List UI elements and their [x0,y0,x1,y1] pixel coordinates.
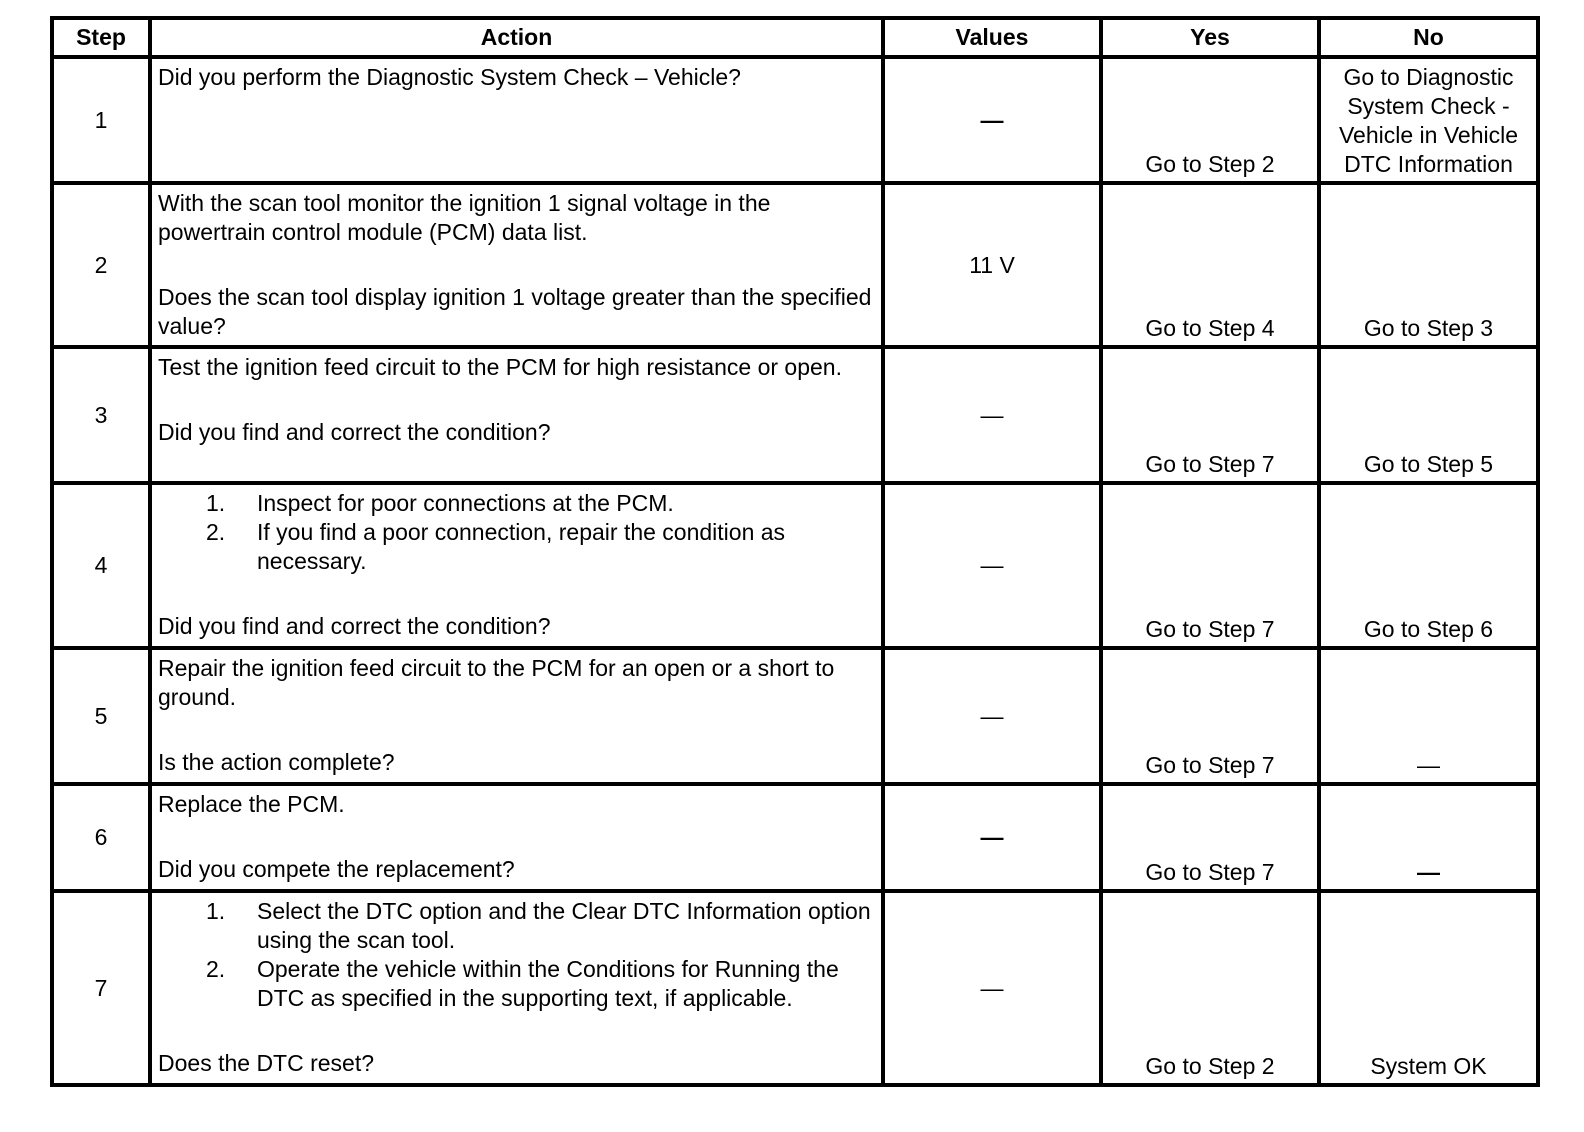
yes-cell: Go to Step 7 [1101,784,1319,891]
table-row [52,183,1538,347]
action-intro: Test the ignition feed circuit to the PCM for high resistance or open. [158,354,842,380]
value-cell: — [883,891,1101,1085]
action-intro: Repair the ignition feed circuit to the PCM for an open or a short to ground. [158,655,835,710]
action-question: Does the scan tool display ignition 1 voltage greater than the specified value? [158,284,872,339]
substep-number: 1. [206,490,226,516]
yes-cell: Go to Step 7 [1101,648,1319,784]
substep-text: Operate the vehicle within the Conditions for Running the DTC as specified in the supporting text, if applicable. [257,956,839,1011]
substep-number: 2. [206,519,226,545]
action-substeps [158,489,875,576]
substep-text: Inspect for poor connections at the PCM. [257,490,674,516]
action-cell [150,183,883,347]
value-cell: — [883,648,1101,784]
action-question: Does the DTC reset? [158,1050,375,1076]
no-cell: — [1319,648,1538,784]
table-row [52,784,1538,891]
action-question: Did you compete the replacement? [158,856,515,882]
table-header [52,18,1538,57]
action-cell [150,347,883,483]
table-row [52,483,1538,648]
yes-cell: Go to Step 7 [1101,483,1319,648]
yes-cell: Go to Step 2 [1101,57,1319,183]
action-cell [150,483,883,648]
no-cell [1319,57,1538,183]
table-row [52,57,1538,183]
diagnostic-table [50,16,1540,1087]
substep-item [158,518,875,576]
header-step: Step [52,18,150,57]
action-question: Did you find and correct the condition? [158,419,551,445]
action-intro: Replace the PCM. [158,791,345,817]
step-number: 2 [52,183,150,347]
action-substeps [158,897,875,1013]
value-cell: — [883,347,1101,483]
no-link-text: Go to Diagnostic System Check - Vehicle in Vehicle DTC Information [1338,64,1518,177]
action-intro: With the scan tool monitor the ignition 1 signal voltage in the powertrain control module (PCM) data list. [158,190,771,245]
substep-text: If you find a poor connection, repair the condition as necessary. [257,519,786,574]
substep-item [158,489,875,518]
value-cell: 11 V [883,183,1101,347]
action-question: Is the action complete? [158,749,395,775]
substep-number: 1. [206,898,226,924]
no-cell: Go to Step 3 [1319,183,1538,347]
yes-cell: Go to Step 4 [1101,183,1319,347]
step-number: 3 [52,347,150,483]
value-cell: — [883,784,1101,891]
substep-item [158,897,875,955]
substep-number: 2. [206,956,226,982]
substep-text: Select the DTC option and the Clear DTC Information option using the scan tool. [257,898,871,953]
no-cell: Go to Step 6 [1319,483,1538,648]
yes-cell: Go to Step 7 [1101,347,1319,483]
action-cell [150,784,883,891]
no-cell: Go to Step 5 [1319,347,1538,483]
no-cell: System OK [1319,891,1538,1085]
table-row [52,347,1538,483]
action-cell [150,57,883,183]
table-body [52,57,1538,1085]
header-row [52,18,1538,57]
table-row [52,891,1538,1085]
no-cell: — [1319,784,1538,891]
header-values: Values [883,18,1101,57]
value-cell: — [883,483,1101,648]
header-yes: Yes [1101,18,1319,57]
table-row [52,648,1538,784]
yes-cell: Go to Step 2 [1101,891,1319,1085]
step-number: 7 [52,891,150,1085]
action-question: Did you find and correct the condition? [158,613,551,639]
header-action: Action [150,18,883,57]
step-number: 4 [52,483,150,648]
header-no: No [1319,18,1538,57]
substep-item [158,955,875,1013]
action-cell [150,891,883,1085]
action-cell [150,648,883,784]
step-number: 5 [52,648,150,784]
step-number: 6 [52,784,150,891]
step-number: 1 [52,57,150,183]
value-cell: — [883,57,1101,183]
action-text: Did you perform the Diagnostic System Check – Vehicle? [158,64,741,90]
